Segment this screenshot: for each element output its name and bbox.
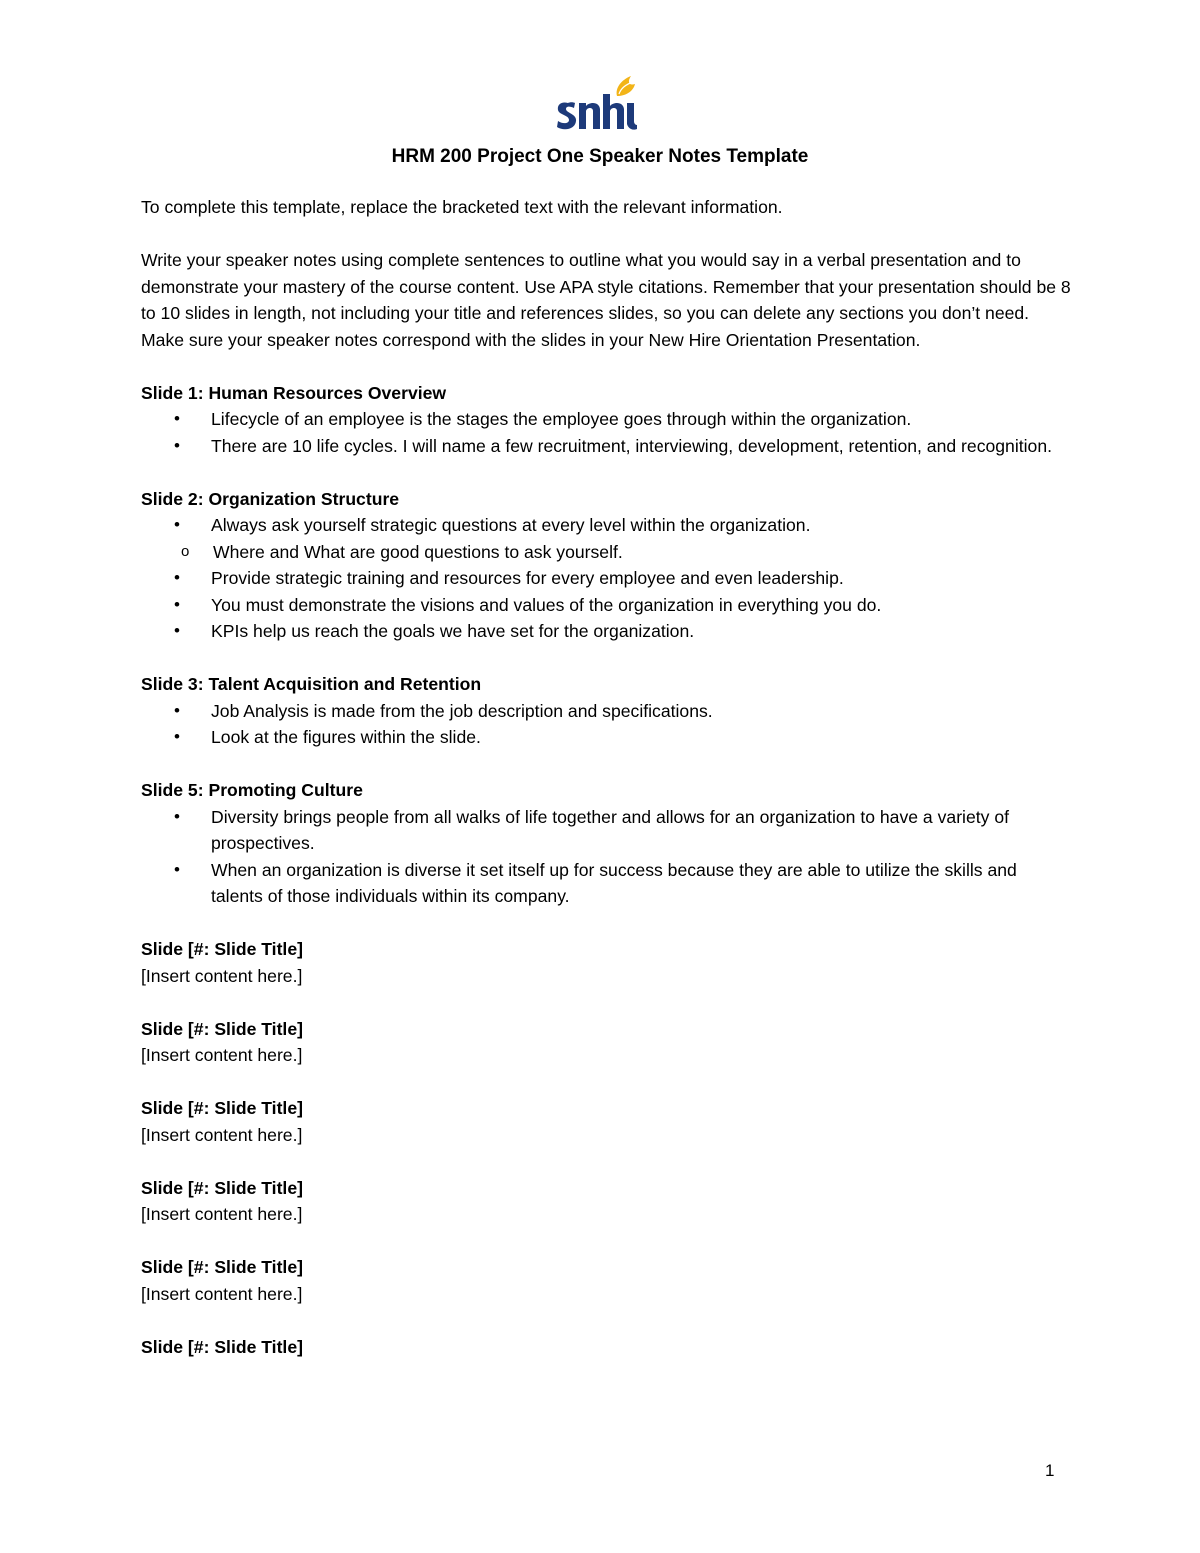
placeholder-body: [Insert content here.] [141, 1045, 303, 1065]
placeholder-body: [Insert content here.] [141, 1124, 303, 1145]
bullet-item: • KPIs help us reach the goals we have set for the organization. [141, 618, 1071, 645]
sub-bullet-list [141, 539, 1071, 566]
bullet-list [141, 804, 1071, 910]
placeholder-section [141, 1175, 1071, 1228]
placeholder-body: [Insert content here.] [141, 1204, 303, 1224]
slide-heading: Slide 5: Promoting Culture [141, 780, 363, 800]
placeholder-heading: Slide [#: Slide Title] [141, 1336, 303, 1357]
bullet-item: • Diversity brings people from all walks of life together and allows for an organization to have a variety of prospectives. [141, 804, 1071, 857]
bullet-item: • Always ask yourself strategic questions at every level within the organization. [141, 512, 1071, 539]
slide-section [141, 671, 1071, 751]
slide-heading: Slide 1: Human Resources Overview [141, 382, 447, 403]
placeholder-heading: Slide [#: Slide Title] [141, 1257, 303, 1277]
placeholder-section [141, 936, 1071, 989]
bullet-item: • Provide strategic training and resources for every employee and even leadership. [141, 565, 1071, 592]
placeholder-heading: Slide [#: Slide Title] [141, 1177, 303, 1198]
placeholder-section [141, 1334, 1071, 1361]
bullet-item: • You must demonstrate the visions and values of the organization in everything you do. [141, 592, 1071, 619]
placeholder-heading: Slide [#: Slide Title] [141, 1098, 303, 1118]
document-body [141, 194, 1071, 1387]
placeholder-body: [Insert content here.] [141, 965, 303, 986]
snhu-logo [555, 70, 639, 134]
intro-line-1: To complete this template, replace the bracketed text with the relevant information. [141, 197, 783, 217]
bullet-item: • When an organization is diverse it set itself up for success because they are able to utilize the skills and talents of those individuals within its company. [141, 857, 1071, 910]
bullet-item: • There are 10 life cycles. I will name a few recruitment, interviewing, development, retention, and recognition. [141, 433, 1071, 460]
bullet-list [141, 565, 1071, 645]
intro-paragraph: Write your speaker notes using complete sentences to outline what you would say in a verbal presentation and to demonstrate your mastery of the course content. Use APA style citations. Remember that your presentation should be 8 to 10 slides in length, not including your title and references slides, so you can delete any sections you don’t need. Make sure your speaker notes correspond with the slides in your New Hire Orientation Presentation. [141, 250, 1071, 350]
bullet-item: • Lifecycle of an employee is the stages the employee goes through within the organization. [141, 406, 1071, 433]
placeholder-heading: Slide [#: Slide Title] [141, 1018, 303, 1039]
slide-section [141, 777, 1071, 910]
document-title: HRM 200 Project One Speaker Notes Template [391, 146, 809, 167]
placeholder-section [141, 1016, 1071, 1069]
bullet-list [141, 698, 1071, 751]
slide-heading: Slide 3: Talent Acquisition and Retention [141, 674, 482, 694]
slide-heading: Slide 2: Organization Structure [141, 488, 400, 509]
page-number: 1 [1045, 1461, 1055, 1480]
slide-section [141, 486, 1071, 645]
placeholder-section [141, 1254, 1071, 1307]
sub-bullet-item: o Where and What are good questions to ask yourself. [141, 539, 1071, 566]
bullet-list [141, 512, 1071, 539]
placeholder-heading: Slide [#: Slide Title] [141, 939, 303, 959]
bullet-item: • Look at the figures within the slide. [141, 724, 1071, 751]
slide-section [141, 380, 1071, 460]
placeholder-section [141, 1095, 1071, 1148]
bullet-list [141, 406, 1071, 459]
placeholder-body: [Insert content here.] [141, 1283, 303, 1304]
bullet-item: • Job Analysis is made from the job description and specifications. [141, 698, 1071, 725]
